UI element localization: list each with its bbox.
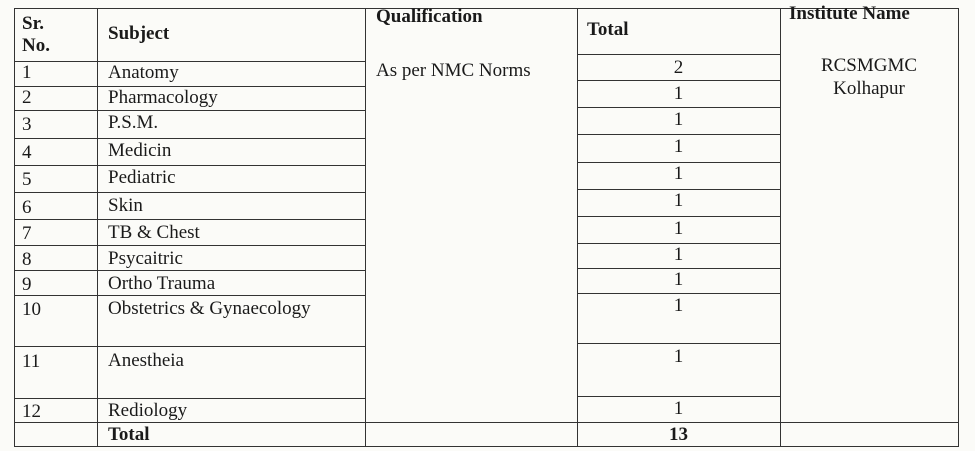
row-total: 1 — [673, 163, 684, 184]
row-total: 1 — [673, 190, 684, 211]
table-rule — [577, 396, 781, 397]
table-rule — [577, 54, 781, 55]
table-rule — [14, 165, 366, 166]
row-total: 1 — [673, 346, 684, 367]
table-rule — [365, 8, 366, 447]
header-qualification: Qualification — [376, 6, 483, 27]
table-rule — [577, 216, 781, 217]
footer-total-label: Total — [108, 424, 150, 445]
row-subject: Anestheia — [108, 350, 184, 371]
row-total: 1 — [673, 218, 684, 239]
table-rule — [14, 245, 366, 246]
institute-name-line1: RCSMGMC — [820, 55, 918, 76]
table-rule — [958, 8, 959, 447]
footer-total-value: 13 — [669, 424, 688, 445]
row-total: 1 — [673, 295, 684, 316]
row-subject: Pediatric — [108, 167, 176, 188]
row-sr: 9 — [22, 274, 32, 295]
table-rule — [14, 295, 366, 296]
table-rule — [577, 107, 781, 108]
table-rule — [577, 343, 781, 344]
table-rule — [97, 8, 98, 447]
table-rule — [14, 446, 959, 447]
row-total: 2 — [673, 57, 684, 78]
table-rule — [577, 293, 781, 294]
table-rule — [14, 219, 366, 220]
institute-name-line2: Kolhapur — [833, 78, 905, 99]
row-sr: 8 — [22, 249, 32, 270]
header-sr-no-line1: Sr. — [22, 13, 45, 34]
row-sr: 1 — [22, 62, 32, 83]
row-sr: 2 — [22, 87, 32, 108]
row-total: 1 — [673, 136, 684, 157]
row-sr: 12 — [22, 401, 41, 422]
row-total: 1 — [673, 83, 684, 104]
row-sr: 11 — [22, 351, 41, 372]
table-rule — [14, 398, 366, 399]
row-sr: 7 — [22, 223, 32, 244]
header-sr-no-line2: No. — [22, 35, 50, 56]
table-rule — [14, 192, 366, 193]
row-sr: 3 — [22, 114, 32, 135]
row-subject: Psycaitric — [108, 248, 183, 269]
row-subject: TB & Chest — [108, 222, 200, 243]
header-total: Total — [587, 19, 629, 40]
row-subject: P.S.M. — [108, 112, 159, 133]
header-institute-name: Institute Name — [789, 3, 910, 24]
row-sr: 5 — [22, 169, 32, 190]
row-sr: 4 — [22, 142, 32, 163]
row-sr: 6 — [22, 197, 32, 218]
table-rule — [14, 422, 959, 423]
row-total: 1 — [673, 398, 684, 419]
table-rule — [14, 61, 366, 62]
table-rule — [14, 346, 366, 347]
row-subject: Rediology — [108, 400, 188, 421]
row-total: 1 — [673, 269, 684, 290]
row-total: 1 — [673, 244, 684, 265]
qualification-value: As per NMC Norms — [376, 60, 531, 81]
table-rule — [14, 138, 366, 139]
row-subject: Skin — [108, 195, 143, 216]
header-subject: Subject — [108, 23, 170, 44]
table-rule — [577, 134, 781, 135]
table-rule — [577, 80, 781, 81]
table-rule — [14, 110, 366, 111]
row-sr: 10 — [22, 299, 41, 320]
table-rule — [14, 270, 366, 271]
row-subject: Obstetrics & Gynaecology — [108, 298, 311, 319]
row-subject: Medicin — [108, 140, 172, 161]
row-total: 1 — [673, 109, 684, 130]
row-subject: Anatomy — [108, 62, 179, 83]
table-rule — [14, 8, 15, 447]
row-subject: Ortho Trauma — [108, 273, 216, 294]
row-subject: Pharmacology — [108, 87, 218, 108]
